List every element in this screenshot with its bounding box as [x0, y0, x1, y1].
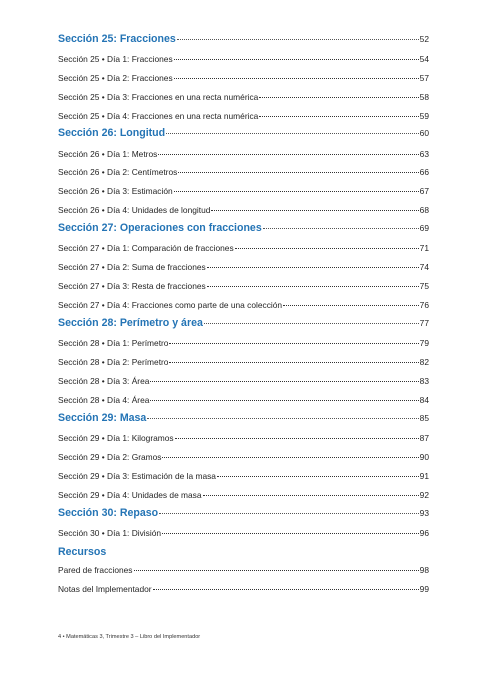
toc-page-number: 58: [419, 92, 429, 102]
toc-page-number: 71: [419, 243, 429, 253]
toc-entry-title: Sección 29 • Día 2: Gramos: [58, 452, 162, 462]
dot-leader: [158, 154, 418, 155]
toc-entry-title: Sección 27 • Día 4: Fracciones como parte de una colección: [58, 300, 283, 310]
dot-leader: [147, 418, 418, 419]
toc-entry-title: Sección 30: Repaso: [58, 507, 159, 519]
toc-section-row[interactable]: [58, 222, 429, 234]
toc-page-number: 90: [419, 452, 429, 462]
toc-page-number: 57: [419, 73, 429, 83]
toc-entry-row[interactable]: [58, 433, 429, 443]
toc-section-row[interactable]: [58, 33, 429, 45]
toc-entry-title: Notas del Implementador: [58, 584, 152, 594]
dot-leader: [162, 533, 419, 534]
toc-page-number: 84: [419, 395, 429, 405]
dot-leader: [204, 323, 419, 324]
toc-page-number: 91: [419, 471, 429, 481]
toc-section-row[interactable]: [58, 317, 429, 329]
dot-leader: [162, 457, 418, 458]
toc-entry-title: Sección 25 • Día 1: Fracciones: [58, 54, 173, 64]
toc-entry-row[interactable]: [58, 300, 429, 310]
toc-entry-row[interactable]: [58, 73, 429, 83]
toc-entry-title: Sección 28 • Día 4: Área: [58, 395, 150, 405]
dot-leader: [159, 513, 419, 514]
dot-leader: [263, 228, 419, 229]
dot-leader: [166, 133, 419, 134]
toc-entry-row[interactable]: [58, 528, 429, 538]
toc-entry-title: Sección 27 • Día 2: Suma de fracciones: [58, 262, 206, 272]
toc-entry-title: Sección 26 • Día 4: Unidades de longitud: [58, 205, 211, 215]
toc-entry-row[interactable]: [58, 452, 429, 462]
toc-entry-title: Sección 26 • Día 2: Centímetros: [58, 167, 178, 177]
dot-leader: [178, 172, 418, 173]
toc-entry-row[interactable]: [58, 338, 429, 348]
dot-leader: [174, 78, 419, 79]
toc-page-number: 59: [419, 111, 429, 121]
toc-section-row[interactable]: [58, 507, 429, 519]
toc-entry-row[interactable]: [58, 357, 429, 367]
toc-entry-title: Sección 26: Longitud: [58, 127, 166, 139]
dot-leader: [174, 191, 419, 192]
toc-entry-title: Sección 29 • Día 4: Unidades de masa: [58, 490, 202, 500]
toc-page-number: 69: [419, 223, 429, 233]
toc-page-number: 82: [419, 357, 429, 367]
toc-entry-title: Sección 28: Perímetro y área: [58, 317, 203, 329]
toc-entry-title: Sección 28 • Día 1: Perímetro: [58, 338, 169, 348]
toc-section-row[interactable]: [58, 412, 429, 424]
toc-page-number: 83: [419, 376, 429, 386]
toc-entry-row[interactable]: [58, 186, 429, 196]
toc-page-number: 54: [419, 54, 429, 64]
dot-leader: [207, 286, 419, 287]
toc-page-number: 85: [419, 413, 429, 423]
toc-entry-title: Pared de fracciones: [58, 565, 133, 575]
toc-entry-title: Sección 29: Masa: [58, 412, 147, 424]
toc-page-number: 79: [419, 338, 429, 348]
toc-page-number: 76: [419, 300, 429, 310]
toc-entry-row[interactable]: [58, 149, 429, 159]
toc-entry-row[interactable]: [58, 584, 429, 594]
toc-page-number: 67: [419, 186, 429, 196]
toc-entry-row[interactable]: [58, 376, 429, 386]
toc-entry-title: Sección 27 • Día 3: Resta de fracciones: [58, 281, 206, 291]
dot-leader: [175, 438, 419, 439]
toc-entry-row[interactable]: [58, 262, 429, 272]
dot-leader: [235, 248, 419, 249]
dot-leader: [134, 570, 419, 571]
toc-entry-row[interactable]: [58, 54, 429, 64]
toc-entry-row[interactable]: [58, 490, 429, 500]
toc-entry-title: Sección 26 • Día 1: Metros: [58, 149, 158, 159]
toc-entry-title: Sección 25 • Día 4: Fracciones en una recta numérica: [58, 111, 259, 121]
dot-leader: [259, 97, 418, 98]
toc-entry-title: Sección 26 • Día 3: Estimación: [58, 186, 173, 196]
dot-leader: [153, 589, 419, 590]
toc-entry-row[interactable]: [58, 565, 429, 575]
dot-leader: [203, 495, 419, 496]
toc-entry-title: Sección 29 • Día 1: Kilogramos: [58, 433, 174, 443]
dot-leader: [150, 381, 418, 382]
toc-entry-row[interactable]: [58, 471, 429, 481]
toc-page-number: 63: [419, 149, 429, 159]
toc-page-number: 96: [419, 528, 429, 538]
toc-page-number: 87: [419, 433, 429, 443]
dot-leader: [283, 305, 419, 306]
dot-leader: [259, 116, 418, 117]
dot-leader: [150, 400, 418, 401]
toc-entry-title: Sección 28 • Día 3: Área: [58, 376, 150, 386]
toc-entry-row[interactable]: [58, 281, 429, 291]
toc-entry-title: Sección 25 • Día 3: Fracciones en una recta numérica: [58, 92, 259, 102]
toc-page-number: 75: [419, 281, 429, 291]
toc-entry-title: Sección 30 • Día 1: División: [58, 528, 162, 538]
toc-entry-row[interactable]: [58, 243, 429, 253]
toc-page-number: 77: [419, 318, 429, 328]
toc-page-number: 99: [419, 584, 429, 594]
toc-entry-title: Sección 25 • Día 2: Fracciones: [58, 73, 173, 83]
toc-entry-row[interactable]: [58, 92, 429, 102]
toc-entry-row[interactable]: [58, 167, 429, 177]
dot-leader: [217, 476, 419, 477]
dot-leader: [169, 362, 418, 363]
toc-page-number: 52: [419, 34, 429, 44]
toc-entry-title: Sección 28 • Día 2: Perímetro: [58, 357, 169, 367]
toc-section-heading: Recursos: [58, 546, 107, 558]
toc-entry-title: Sección 25: Fracciones: [58, 33, 176, 45]
page-footer: 4 • Matemáticas 3, Trimestre 3 – Libro del Implementador: [58, 634, 201, 640]
toc-section-row[interactable]: [58, 127, 429, 139]
toc-entry-title: Sección 27: Operaciones con fracciones: [58, 222, 262, 234]
dot-leader: [211, 210, 418, 211]
toc-page-number: 74: [419, 262, 429, 272]
toc-page-number: 98: [419, 565, 429, 575]
toc-entry-title: Sección 29 • Día 3: Estimación de la masa: [58, 471, 216, 481]
toc-page-number: 93: [419, 508, 429, 518]
toc-page-number: 60: [419, 128, 429, 138]
toc-entry-row[interactable]: [58, 395, 429, 405]
dot-leader: [207, 267, 419, 268]
toc-entry-row[interactable]: [58, 111, 429, 121]
toc-entry-row[interactable]: [58, 205, 429, 215]
toc-entry-title: Sección 27 • Día 1: Comparación de fracciones: [58, 243, 234, 253]
dot-leader: [177, 39, 419, 40]
toc-page-number: 68: [419, 205, 429, 215]
dot-leader: [174, 59, 419, 60]
dot-leader: [169, 343, 418, 344]
toc-page-number: 66: [419, 167, 429, 177]
toc-page-number: 92: [419, 490, 429, 500]
